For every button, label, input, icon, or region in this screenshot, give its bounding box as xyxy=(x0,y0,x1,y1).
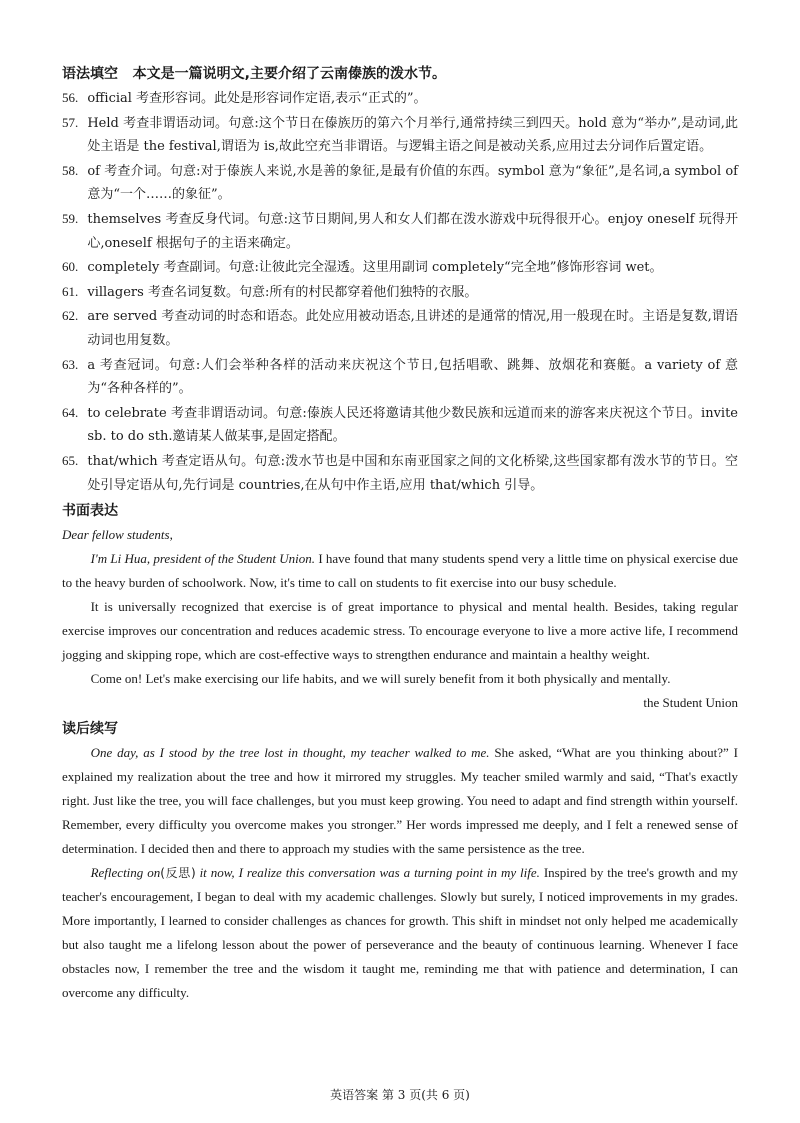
page-footer: 英语答案 第 3 页(共 6 页) xyxy=(330,1088,470,1102)
answer-item xyxy=(62,353,738,401)
continuation-p2-italic-a: Reflecting on xyxy=(90,865,161,881)
answer-text: villagers 考查名词复数。句意:所有的村民都穿着他们独特的衣服。 xyxy=(87,284,478,300)
answer-number: 58. xyxy=(62,162,79,178)
answer-item xyxy=(62,304,738,352)
continuation-p2-rest: Inspired by the tree's growth and my teacher's encouragement, I began to deal with my academic challenges. Slowly but surely, I noticed improvements in my grades. More importantly, I learned to consider challenges as chances for growth. This shift in mindset not only helped me academically but also taught me a lifelong lesson about the power of perseverance and the beauty of continuous learning. Whenever I face obstacles now, I remember the tree and the wisdom it taught me, reminding me that with patience and determination, I can overcome any difficulty. xyxy=(62,865,738,1001)
answer-text: of 考查介词。句意:对于傣族人来说,水是善的象征,是最有价值的东西。symbol 意为“象征”,是名词,a symbol of 意为“一个……的象征”。 xyxy=(87,163,738,203)
answer-number: 64. xyxy=(62,404,79,420)
answer-item xyxy=(62,159,738,207)
answer-number: 57. xyxy=(62,114,79,130)
continuation-paragraph-2 xyxy=(62,861,738,1005)
continuation-p2-italic-b: it now, I realize this conversation was a turning point in my life. xyxy=(195,865,540,881)
continuation-paragraph-1 xyxy=(62,741,738,861)
answer-text: a 考查冠词。句意:人们会举种各样的活动来庆祝这个节日,包括唱歌、跳舞、放烟花和赛艇。a variety of 意为“各种各样的”。 xyxy=(87,357,738,397)
grammar-fill-intro: 本文是一篇说明文,主要介绍了云南傣族的泼水节。 xyxy=(132,66,446,82)
writing-paragraph-2: It is universally recognized that exercise is of great importance to physical and mental health. Besides, taking regular exercise improves our concentration and reduces academic stress. To encourage everyone to live a more active life, I recommend jogging and skipping rope, which are cost-effective ways to strengthen endurance and maintain a healthy weight. xyxy=(62,599,738,663)
answer-number: 63. xyxy=(62,356,79,372)
signature: the Student Union xyxy=(643,695,738,711)
grammar-answer-list xyxy=(62,86,738,497)
salutation: Dear fellow students, xyxy=(62,527,173,543)
writing-paragraph-1 xyxy=(62,547,738,595)
grammar-fill-heading xyxy=(62,62,738,86)
answer-text: Held 考查非谓语动词。句意:这个节日在傣族历的第六个月举行,通常持续三到四天。hold 意为“举办”,是动词,此处主语是 the festival,谓语为 is,故此空充当非谓语。与逻辑主语之间是被动关系,应用过去分词作后置定语。 xyxy=(87,115,738,155)
answer-page xyxy=(62,62,738,1005)
continuation-p1-italic: One day, as I stood by the tree lost in thought, my teacher walked to me. xyxy=(90,745,490,761)
writing-essay xyxy=(62,523,738,715)
answer-item xyxy=(62,207,738,255)
continuation-heading: 读后续写 xyxy=(62,721,118,738)
writing-paragraph-3: Come on! Let's make exercising our life habits, and we will surely benefit from it both physically and mentally. xyxy=(90,671,671,687)
continuation-p1-rest: She asked, “What are you thinking about?” I explained my realization about the tree and how it mirrored my struggles. My teacher smiled warmly and said, “That's exactly right. Just like the tree, you will face challenges, but you must keep growing. You need to adapt and find strength within yourself. Remember, every difficulty you overcome makes you stronger.” Her words impressed me deeply, and I felt a renewed sense of determination. I decided then and there to approach my studies with the same persistence as the tree. xyxy=(62,745,738,857)
grammar-fill-title: 语法填空 xyxy=(62,66,118,82)
answer-item xyxy=(62,280,738,305)
answer-number: 62. xyxy=(62,308,79,324)
answer-item xyxy=(62,111,738,159)
answer-item xyxy=(62,86,738,111)
answer-number: 61. xyxy=(62,283,79,299)
answer-number: 60. xyxy=(62,259,79,275)
answer-item xyxy=(62,255,738,280)
answer-text: to celebrate 考查非谓语动词。句意:傣族人民还将邀请其他少数民族和远道而来的游客来庆祝这个节日。invite sb. to do sth.邀请某人做某事,是固定搭配。 xyxy=(87,405,738,445)
answer-number: 56. xyxy=(62,90,79,105)
continuation-essay xyxy=(62,741,738,1005)
writing-p1-rest: I have found that many students spend very a little time on physical exercise due to the heavy burden of schoolwork. Now, it's time to call on students to fit exercise into our busy schedule. xyxy=(62,551,738,591)
continuation-p2-note: (反思) xyxy=(160,866,196,881)
answer-item xyxy=(62,401,738,449)
answer-text: official 考查形容词。此处是形容词作定语,表示“正式的”。 xyxy=(87,91,427,106)
answer-text: themselves 考查反身代词。句意:这节日期间,男人和女人们都在泼水游戏中玩得很开心。enjoy oneself 玩得开心,oneself 根据句子的主语来确定。 xyxy=(87,211,738,251)
writing-heading: 书面表达 xyxy=(62,503,118,520)
answer-number: 59. xyxy=(62,210,79,226)
answer-item xyxy=(62,449,738,497)
answer-number: 65. xyxy=(62,452,79,468)
answer-text: completely 考查副词。句意:让彼此完全湿透。这里用副词 completely“完全地”修饰形容词 wet。 xyxy=(87,260,663,276)
answer-text: are served 考查动词的时态和语态。此处应用被动语态,且讲述的是通常的情况,用一般现在时。主语是复数,谓语动词也用复数。 xyxy=(87,309,738,348)
answer-text: that/which 考查定语从句。句意:泼水节也是中国和东南亚国家之间的文化桥梁,这些国家都有泼水节的节日。空处引导定语从句,先行词是 countries,在从句中作主语,应用 that/which 引导。 xyxy=(87,453,738,493)
writing-p1-italic: I'm Li Hua, president of the Student Union. xyxy=(90,551,316,567)
